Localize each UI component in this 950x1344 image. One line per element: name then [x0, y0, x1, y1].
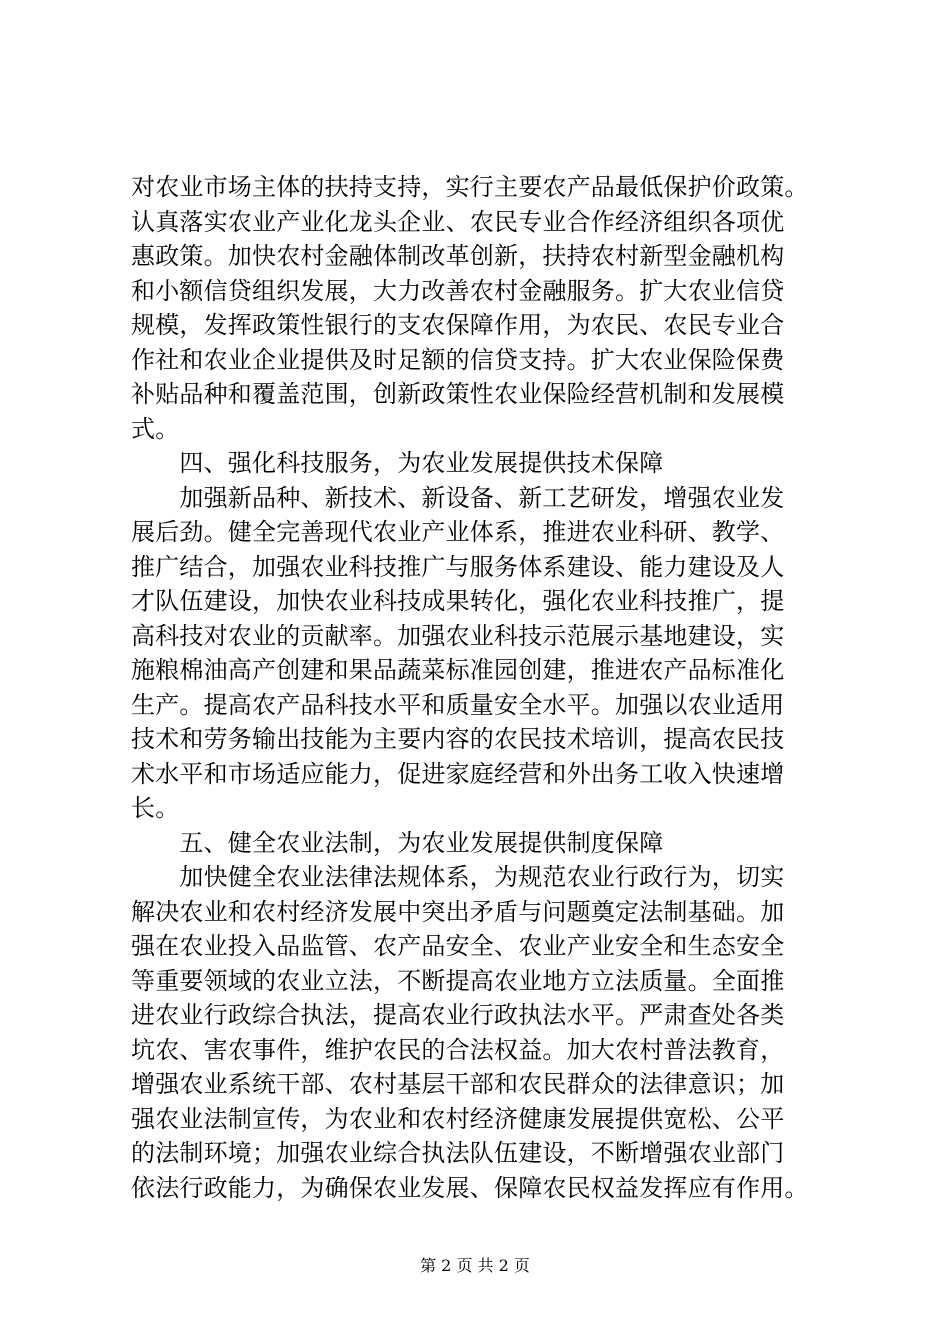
- body-text-line: 加强新品种、新技术、新设备、新工艺研发，增强农业发: [131, 483, 785, 512]
- body-text-line: 长。: [131, 794, 180, 822]
- body-text-line: 才队伍建设，加快农业科技成果转化，强化农业科技推广，提: [131, 587, 785, 615]
- body-text-line: 认真落实农业产业化龙头企业、农民专业合作经济组织各项优: [131, 207, 785, 236]
- body-text-line: 依法行政能力，为确保农业发展、保障农民权益发挥应有作用。: [131, 1173, 809, 1202]
- body-text-line: 和小额信贷组织发展，大力改善农村金融服务。扩大农业信贷: [131, 276, 785, 305]
- body-text-line: 坑农、害农事件，维护农民的合法权益。加大农村普法教育，: [131, 1035, 785, 1064]
- body-text-line: 高科技对农业的贡献率。加强农业科技示范展示基地建设，实: [131, 621, 785, 650]
- body-text-line: 施粮棉油高产创建和果品蔬菜标准园创建，推进农产品标准化: [131, 656, 785, 684]
- page-number-footer: 第 2 页 共 2 页: [420, 1256, 530, 1275]
- section-heading: 四、强化科技服务，为农业发展提供技术保障: [131, 449, 664, 477]
- body-text-line: 的法制环境；加强农业综合执法队伍建设，不断增强农业部门: [131, 1139, 785, 1167]
- body-text-line: 式。: [131, 414, 180, 443]
- body-text-line: 强农业法制宣传，为农业和农村经济健康发展提供宽松、公平: [131, 1104, 785, 1133]
- body-text-line: 等重要领域的农业立法，不断提高农业地方立法质量。全面推: [131, 966, 785, 995]
- body-text-line: 惠政策。加快农村金融体制改革创新，扶持农村新型金融机构: [131, 242, 785, 270]
- body-text-line: 技术和劳务输出技能为主要内容的农民技术培训，提高农民技: [131, 725, 785, 753]
- body-text-line: 推广结合，加强农业科技推广与服务体系建设、能力建设及人: [131, 552, 785, 581]
- body-text-line: 增强农业系统干部、农村基层干部和农民群众的法律意识；加: [131, 1070, 785, 1098]
- body-text-line: 对农业市场主体的扶持支持，实行主要农产品最低保护价政策。: [131, 173, 809, 201]
- body-text-line: 进农业行政综合执法，提高农业行政执法水平。严肃查处各类: [131, 1001, 785, 1029]
- body-text-line: 作社和农业企业提供及时足额的信贷支持。扩大农业保险保费: [131, 345, 785, 374]
- body-text-line: 生产。提高农产品科技水平和质量安全水平。加强以农业适用: [131, 690, 785, 719]
- body-text-line: 规模，发挥政策性银行的支农保障作用，为农民、农民专业合: [131, 311, 785, 339]
- body-text-line: 补贴品种和覆盖范围，创新政策性农业保险经营机制和发展模: [131, 380, 785, 408]
- body-text-line: 术水平和市场适应能力，促进家庭经营和外出务工收入快速增: [131, 759, 785, 788]
- body-text-line: 展后劲。健全完善现代农业产业体系，推进农业科研、教学、: [131, 518, 785, 546]
- body-text-line: 强在农业投入品监管、农产品安全、农业产业安全和生态安全: [131, 932, 785, 960]
- body-text-line: 解决农业和农村经济发展中突出矛盾与问题奠定法制基础。加: [131, 897, 785, 926]
- section-heading: 五、健全农业法制，为农业发展提供制度保障: [131, 828, 664, 857]
- body-text-line: 加快健全农业法律法规体系，为规范农业行政行为，切实: [131, 863, 785, 891]
- document-body: [131, 170, 853, 1205]
